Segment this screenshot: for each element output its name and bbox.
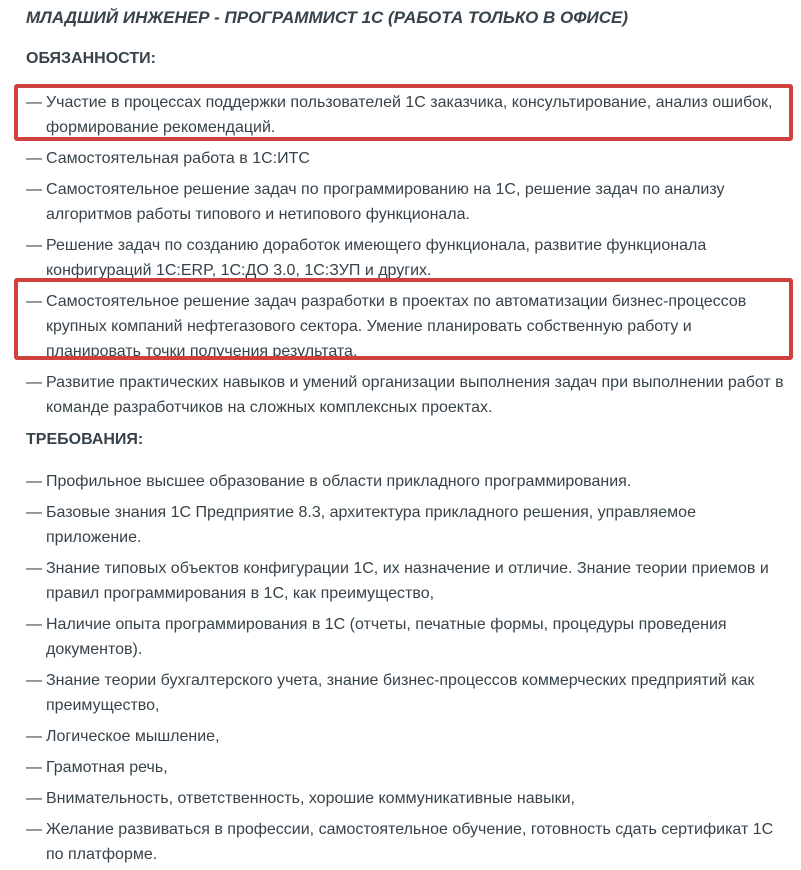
bullet-dash: — (26, 616, 42, 633)
requirement-item (26, 556, 791, 606)
requirements-heading: ТРЕБОВАНИЯ: (26, 431, 144, 448)
requirement-item (26, 786, 791, 811)
duty-item (26, 90, 791, 140)
requirement-item-text: Грамотная речь, (46, 759, 168, 776)
bullet-dash: — (26, 374, 42, 391)
requirement-item-text: Базовые знания 1С Предприятие 8.3, архитектура прикладного решения, управляемое приложение. (46, 504, 696, 546)
duty-item (26, 370, 791, 420)
requirements-list (26, 469, 791, 867)
bullet-dash: — (26, 181, 42, 198)
bullet-dash: — (26, 560, 42, 577)
bullet-dash: — (26, 790, 42, 807)
duty-item (26, 177, 791, 227)
bullet-dash: — (26, 94, 42, 111)
duty-item-text: Самостоятельное решение задач по программированию на 1С, решение задач по анализу алгоритмов работы типового и нетипового функционала. (46, 181, 725, 223)
requirement-item-text: Профильное высшее образование в области прикладного программирования. (46, 473, 632, 490)
bullet-dash: — (26, 672, 42, 689)
requirement-item-text: Желание развиваться в профессии, самостоятельное обучение, готовность сдать сертификат 1С по платформе. (46, 821, 774, 863)
requirement-item (26, 668, 791, 718)
duty-item-text: Самостоятельное решение задач разработки в проектах по автоматизации бизнес-процессов крупных компаний нефтегазового сектора. Умение планировать собственную работу и планировать точки получения результата. (46, 293, 747, 360)
bullet-dash: — (26, 473, 42, 490)
requirement-item-text: Наличие опыта программирования в 1С (отчеты, печатные формы, процедуры проведения документов). (46, 616, 727, 658)
duty-item-text: Развитие практических навыков и умений организации выполнения задач при выполнении работ в команде разработчиков на сложных комплексных проектах. (46, 374, 784, 416)
bullet-dash: — (26, 821, 42, 838)
bullet-dash: — (26, 150, 42, 167)
duty-item (26, 146, 791, 171)
duties-heading: ОБЯЗАННОСТИ: (26, 50, 156, 67)
requirement-item-text: Знание теории бухгалтерского учета, знание бизнес-процессов коммерческих предприятий как преимущество, (46, 672, 755, 714)
bullet-dash: — (26, 293, 42, 310)
requirement-item-text: Логическое мышление, (46, 728, 220, 745)
bullet-dash: — (26, 728, 42, 745)
requirement-item (26, 817, 791, 867)
duty-item-text: Участие в процессах поддержки пользователей 1С заказчика, консультирование, анализ ошибок, формирование рекомендаций. (46, 94, 773, 136)
bullet-dash: — (26, 504, 42, 521)
requirement-item-text: Знание типовых объектов конфигурации 1С, их назначение и отличие. Знание теории приемов и правил программирования в 1С, как преимущество, (46, 560, 769, 602)
bullet-dash: — (26, 237, 42, 254)
vacancy-title: МЛАДШИЙ ИНЖЕНЕР - ПРОГРАММИСТ 1С (РАБОТА ТОЛЬКО В ОФИСЕ) (26, 8, 629, 27)
requirement-item (26, 755, 791, 780)
requirement-item (26, 612, 791, 662)
requirement-item (26, 469, 791, 494)
duty-item-text: Решение задач по созданию доработок имеющего функционала, развитие функционала конфигураций 1С:ERP, 1С:ДО 3.0, 1С:ЗУП и других. (46, 237, 707, 279)
bullet-dash: — (26, 759, 42, 776)
requirement-item (26, 500, 791, 550)
requirement-item (26, 724, 791, 749)
duty-item-text: Самостоятельная работа в 1С:ИТС (46, 150, 310, 167)
duty-item (26, 233, 791, 283)
duty-item (26, 289, 791, 364)
requirement-item-text: Внимательность, ответственность, хорошие коммуникативные навыки, (46, 790, 575, 807)
duties-list (26, 90, 791, 420)
